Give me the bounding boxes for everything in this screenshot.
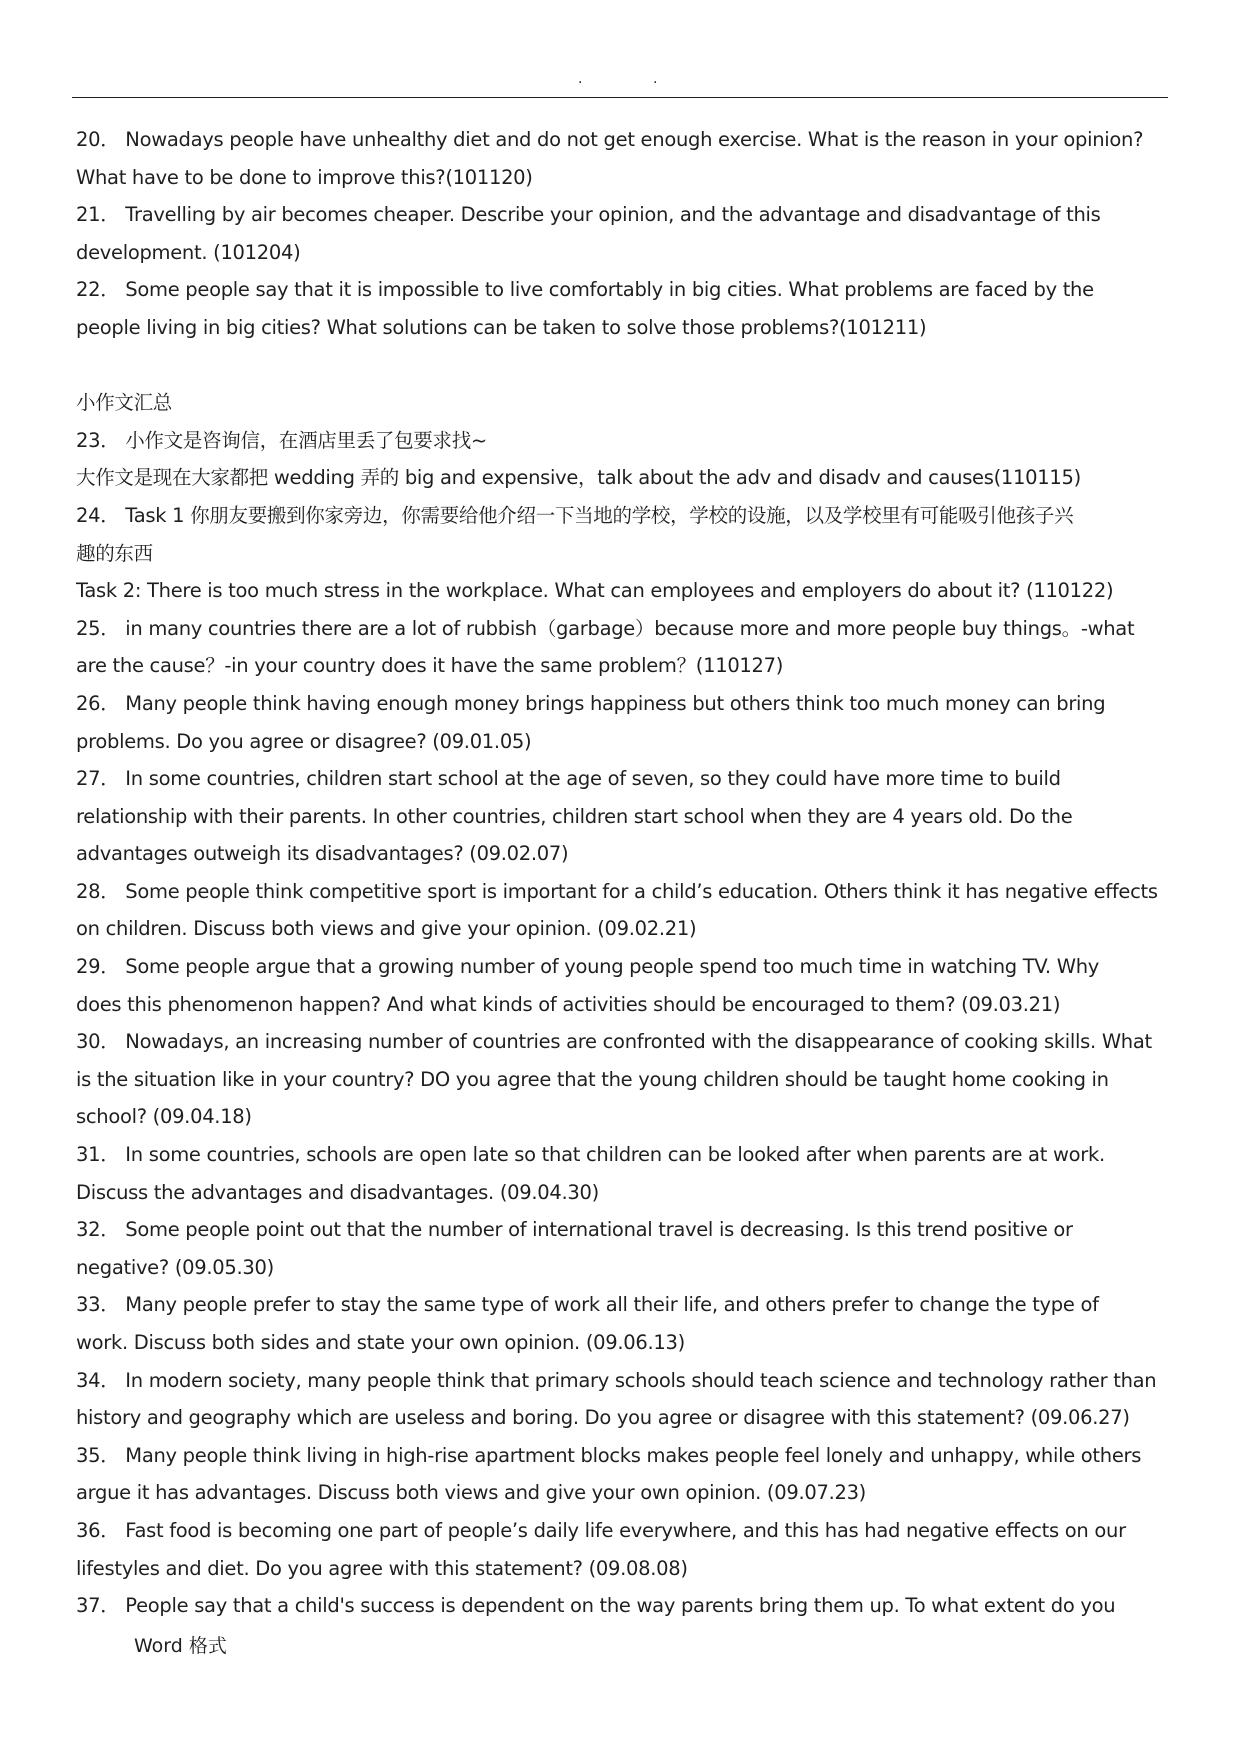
text-line: are the cause？-in your country does it have the same problem？(110127) [76,654,784,678]
text-line: negative? (09.05.30) [76,1255,274,1279]
text-line: argue it has advantages. Discuss both views and give your own opinion. (09.07.23) [76,1481,866,1505]
header-dot-left: . [578,71,583,87]
text-line: What have to be done to improve this?(101120) [76,165,533,189]
text-line: 20． Nowadays people have unhealthy diet and do not get enough exercise. What is the reason in your opinion? [76,128,1144,151]
blank-line [76,347,1172,385]
text-line: 30． Nowadays, an increasing number of countries are confronted with the disappearance of cooking skills. What [76,1030,1152,1054]
text-line: does this phenomenon happen? And what kinds of activities should be encouraged to them? (09.03.21) [76,992,1061,1016]
text-line: school? (09.04.18) [76,1105,252,1129]
text-line: 28． Some people think competitive sport is important for a child’s education. Others think it has negative effects [76,879,1158,903]
text-line: 27． In some countries, children start school at the age of seven, so they could have more time to build [76,767,1061,791]
text-line: Discuss the advantages and disadvantages. (09.04.30) [76,1180,599,1204]
text-line: history and geography which are useless and boring. Do you agree or disagree with this statement? (09.06.27) [76,1406,1130,1430]
header-rule [72,97,1168,98]
text-line: 37． People say that a child's success is dependent on the way parents bring them up. To what extent do you [76,1594,1116,1618]
text-line: advantages outweigh its disadvantages? (09.02.07) [76,842,569,866]
text-line: 25． in many countries there are a lot of rubbish（garbage）because more and more people buy things。-what [76,616,1135,640]
text-line: work. Discuss both sides and state your own opinion. (09.06.13) [76,1331,685,1354]
text-line: 29． Some people argue that a growing number of young people spend too much time in watching TV. Why [76,955,1099,979]
text-line: 小作文汇总 [76,391,173,415]
document-body [76,121,1172,1625]
text-line: people living in big cities? What solutions can be taken to solve those problems?(101211) [76,315,927,339]
text-line: 24． Task 1 你朋友要搬到你家旁边，你需要给他介绍一下当地的学校，学校的设施，以及学校里有可能吸引他孩子兴 [76,503,1074,527]
text-line: 35． Many people think living in high-rise apartment blocks makes people feel lonely and unhappy, while others [76,1443,1142,1467]
text-line: development. (101204) [76,240,301,264]
text-line: 23． 小作文是咨询信，在酒店里丢了包要求找~ [76,428,487,452]
text-line: 21． Travelling by air becomes cheaper. Describe your opinion, and the advantage and disadvantage of this [76,203,1101,227]
text-line: 趣的东西 [76,541,153,565]
text-line: 大作文是现在大家都把 wedding 弄的 big and expensive，talk about the adv and disadv and causes(110115) [76,466,1081,490]
text-line: 33． Many people prefer to stay the same type of work all their life, and others prefer to change the type of [76,1293,1099,1317]
text-line: relationship with their parents. In other countries, children start school when they are 4 years old. Do the [76,804,1073,828]
text-line: 34． In modern society, many people think that primary schools should teach science and technology rather than [76,1368,1157,1392]
text-line: 26． Many people think having enough money brings happiness but others think too much money can bring [76,691,1106,715]
text-line: problems. Do you agree or disagree? (09.01.05) [76,729,532,753]
text-line: 36． Fast food is becoming one part of people’s daily life everywhere, and this has had negative effects on our [76,1518,1126,1542]
text-line: Task 2: There is too much stress in the workplace. What can employees and employers do about it? (110122) [76,579,1114,603]
text-line: is the situation like in your country? DO you agree that the young children should be taught home cooking in [76,1067,1109,1091]
text-line: on children. Discuss both views and give your opinion. (09.02.21) [76,917,697,941]
header-dot-right: . [653,71,658,87]
text-line: lifestyles and diet. Do you agree with this statement? (09.08.08) [76,1556,688,1580]
text-line: 31． In some countries, schools are open late so that children can be looked after when parents are at work. [76,1143,1105,1167]
text-line: 22． Some people say that it is impossible to live comfortably in big cities. What problems are faced by the [76,278,1094,302]
page-header [0,72,1241,92]
text-line: 32． Some people point out that the number of international travel is decreasing. Is this trend positive or [76,1218,1073,1242]
footer-label: Word 格式 [134,1635,227,1657]
